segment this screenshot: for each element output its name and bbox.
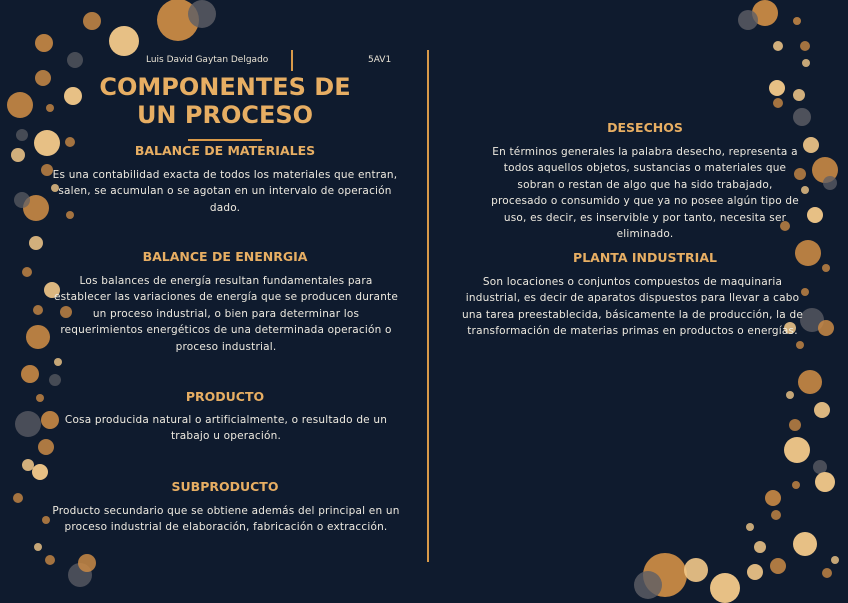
author-name: Luis David Gaytan Delgado — [146, 55, 269, 65]
heading-planta-industrial: PLANTA INDUSTRIAL — [573, 250, 717, 265]
bokeh-dot — [795, 240, 821, 266]
header-divider — [291, 50, 293, 71]
text-balance-energia: Los balances de energía resultan fundamentales para establecer las variaciones de energía que se producen durante un proceso industrial, o bien para determinar los requerimientos energéticos de una determinada operación o proceso industrial. — [53, 275, 399, 353]
bokeh-dot — [793, 108, 811, 126]
bokeh-dot — [822, 568, 832, 578]
bokeh-dot — [831, 556, 839, 564]
title-underline — [188, 139, 262, 141]
bokeh-dot — [796, 341, 804, 349]
heading-subproducto: SUBPRODUCTO — [171, 479, 279, 494]
bokeh-dot — [770, 558, 786, 574]
bokeh-dot — [109, 26, 139, 56]
bokeh-dot — [78, 554, 96, 572]
bokeh-dot — [823, 176, 837, 190]
bokeh-dot — [771, 510, 781, 520]
heading-balance-materiales: BALANCE DE MATERIALES — [134, 143, 316, 158]
bokeh-dot — [765, 490, 781, 506]
bokeh-dot — [35, 34, 53, 52]
bokeh-dot — [634, 571, 662, 599]
bokeh-dot — [746, 523, 754, 531]
bokeh-dot — [822, 264, 830, 272]
bokeh-dot — [818, 320, 834, 336]
bokeh-dot — [65, 137, 75, 147]
bokeh-dot — [16, 129, 28, 141]
bokeh-dot — [769, 80, 785, 96]
bokeh-dot — [798, 370, 822, 394]
bokeh-dot — [11, 148, 25, 162]
bokeh-dot — [34, 130, 60, 156]
bokeh-dot — [792, 481, 800, 489]
bokeh-dot — [29, 236, 43, 250]
bokeh-dot — [793, 17, 801, 25]
text-subproducto: Producto secundario que se obtiene además del principal en un proceso industrial de elaboración, fabricación o extracción. — [52, 505, 400, 534]
bokeh-dot — [803, 137, 819, 153]
bokeh-dot — [814, 402, 830, 418]
bokeh-dot — [815, 472, 835, 492]
heading-producto: PRODUCTO — [185, 389, 265, 404]
bokeh-dot — [33, 305, 43, 315]
bokeh-dot — [34, 543, 42, 551]
bokeh-dot — [22, 267, 32, 277]
text-balance-materiales: Es una contabilidad exacta de todos los materiales que entran, salen, se acumulan o se agotan en un intervalo de operación dado. — [52, 169, 398, 214]
bokeh-dot — [801, 186, 809, 194]
bokeh-dot — [773, 98, 783, 108]
bokeh-dot — [49, 374, 61, 386]
page-title: COMPONENTES DE UN PROCESO — [99, 73, 351, 129]
bokeh-dot — [800, 41, 810, 51]
bokeh-dot — [13, 493, 23, 503]
bokeh-dot — [784, 437, 810, 463]
bokeh-dot — [802, 59, 810, 67]
bokeh-dot — [35, 70, 51, 86]
bokeh-dot — [14, 192, 30, 208]
bokeh-dot — [793, 532, 817, 556]
bokeh-dot — [747, 564, 763, 580]
bokeh-dot — [684, 558, 708, 582]
text-desechos: En términos generales la palabra desecho, representa a todos aquellos objetos, sustancias o materiales que sobran o restan de algo que ha sido trabajado, procesado o consumido y que ya no posee algún tipo de uso, es decir, es inservible y por tanto, necesita ser eliminado. — [491, 146, 799, 241]
bokeh-dot — [789, 419, 801, 431]
heading-balance-energia: BALANCE DE ENENRGIA — [142, 249, 308, 264]
bokeh-dot — [42, 516, 50, 524]
bokeh-dot — [83, 12, 101, 30]
bokeh-dot — [32, 464, 48, 480]
group-code: 5AV1 — [368, 55, 392, 65]
bokeh-dot — [67, 52, 83, 68]
bokeh-dot — [21, 365, 39, 383]
bokeh-dot — [793, 89, 805, 101]
bokeh-dot — [786, 391, 794, 399]
text-planta-industrial: Son locaciones o conjuntos compuestos de maquinaria industrial, es decir de aparatos dispuestos para llevar a cabo una tarea preestablecida, básicamente la de producción, la de transformación de materias primas en productos o energías. — [462, 276, 803, 338]
heading-desechos: DESECHOS — [607, 120, 683, 135]
bokeh-dot — [807, 207, 823, 223]
text-producto: Cosa producida natural o artificialmente, o resultado de un trabajo u operación. — [64, 414, 388, 443]
bokeh-dot — [26, 325, 50, 349]
bokeh-dot — [188, 0, 216, 28]
bokeh-dot — [36, 394, 44, 402]
bokeh-dot — [754, 541, 766, 553]
bokeh-dot — [54, 358, 62, 366]
bokeh-dot — [15, 411, 41, 437]
bokeh-dot — [738, 10, 758, 30]
bokeh-dot — [7, 92, 33, 118]
bokeh-dot — [46, 104, 54, 112]
bokeh-dot — [773, 41, 783, 51]
bokeh-dot — [45, 555, 55, 565]
column-divider — [427, 50, 429, 562]
